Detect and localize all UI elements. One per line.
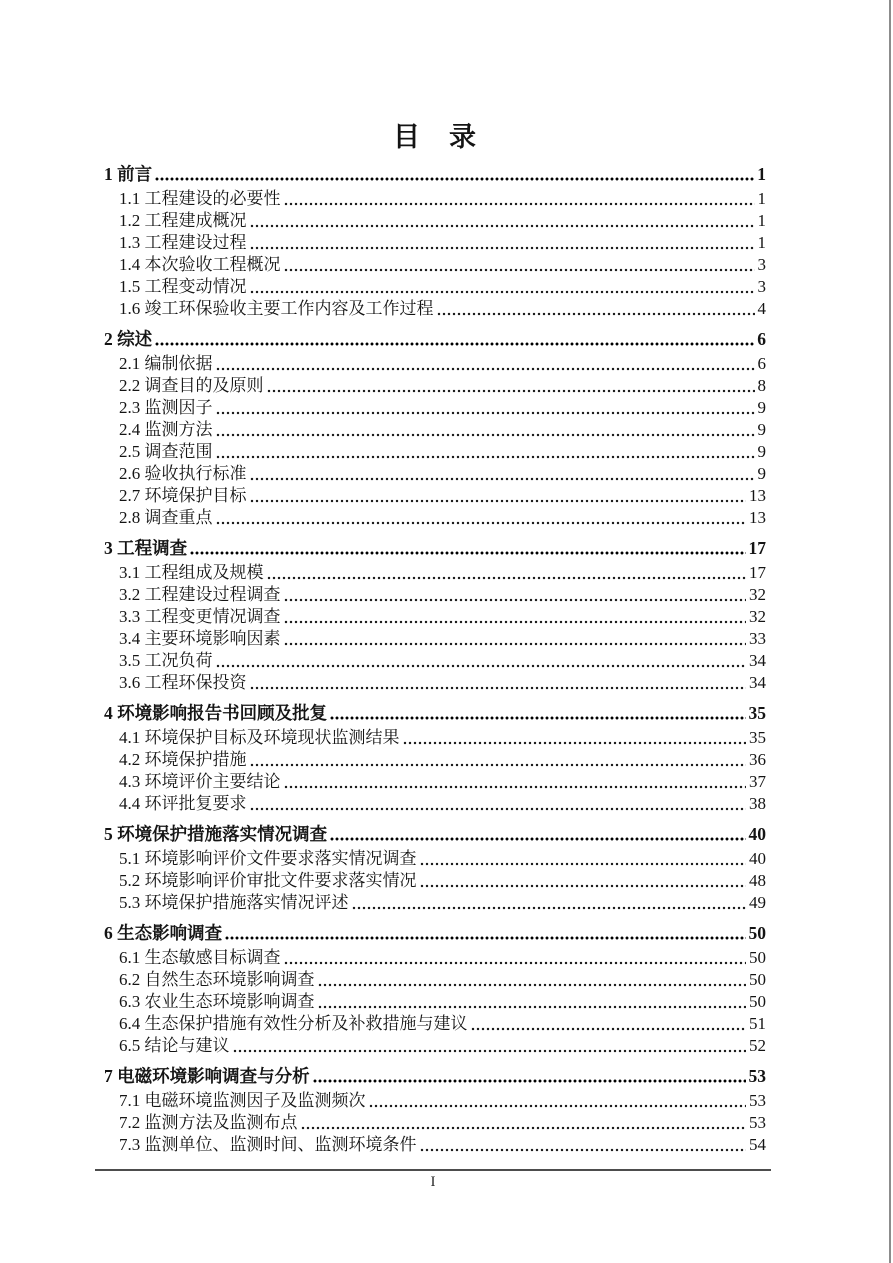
toc-entry-label: 3.4 主要环境影响因素 [119,629,281,648]
toc-item-row [104,1013,766,1035]
toc-entry-page: 1 [757,164,766,184]
toc-chapter-row [104,328,766,350]
toc-item-row [104,947,766,969]
toc-entry-label: 2.8 调查重点 [119,508,213,527]
toc-item-row [104,870,766,892]
toc-item-row [104,892,766,914]
toc-item-row [104,254,766,276]
dot-leader [267,388,755,394]
toc-item-row [104,1035,766,1057]
toc-item-row [104,276,766,298]
toc-entry-label: 2.7 环境保护目标 [119,486,247,505]
dot-leader [284,597,747,603]
toc-entry-label: 4.3 环境评价主要结论 [119,772,281,791]
toc-entry-page: 52 [749,1036,766,1055]
toc-item-row [104,1134,766,1156]
dot-leader [267,575,747,581]
dot-leader [330,715,745,721]
toc-chapter-row [104,1065,766,1087]
toc-entry-label: 3.1 工程组成及规模 [119,563,264,582]
toc-entry-page: 40 [748,824,766,844]
toc-item-row [104,441,766,463]
toc-entry-label: 6.4 生态保护措施有效性分析及补救措施与建议 [119,1014,468,1033]
toc-entry-label: 2.2 调查目的及原则 [119,376,264,395]
dot-leader [284,267,755,273]
toc-entry-label: 2.3 监测因子 [119,398,213,417]
toc-entry-label: 1.5 工程变动情况 [119,277,247,296]
dot-leader [250,245,755,251]
toc-entry-page: 9 [757,442,766,461]
toc-entry-page: 13 [749,486,766,505]
toc-entry-page: 32 [749,585,766,604]
toc-entry-page: 9 [757,464,766,483]
toc-entry-label: 5.3 环境保护措施落实情况评述 [119,893,349,912]
toc-item-row [104,969,766,991]
dot-leader [352,905,747,911]
toc-chapter-row [104,537,766,559]
toc-entry-page: 1 [757,233,766,252]
toc-entry-label: 7 电磁环境影响调查与分析 [104,1066,310,1086]
toc-entry-page: 40 [749,849,766,868]
toc-entry-page: 38 [749,794,766,813]
dot-leader [155,341,754,347]
toc-entry-label: 3.3 工程变更情况调查 [119,607,281,626]
toc-entry-label: 1 前言 [104,164,153,184]
dot-leader [284,641,747,647]
toc-entry-page: 1 [757,189,766,208]
toc-item-row [104,375,766,397]
page-edge-line [889,0,891,1263]
toc-entry-page: 6 [757,329,766,349]
dot-leader [437,311,755,317]
dot-leader [250,476,755,482]
dot-leader [284,960,747,966]
toc-entry-label: 4.1 环境保护目标及环境现状监测结果 [119,728,400,747]
dot-leader [420,1147,747,1153]
toc-entry-page: 9 [757,420,766,439]
toc-item-row [104,485,766,507]
toc-entry-label: 4.4 环评批复要求 [119,794,247,813]
footer-divider [95,1169,771,1171]
dot-leader [216,454,755,460]
toc-entry-page: 13 [749,508,766,527]
toc-item-row [104,991,766,1013]
toc-entry-page: 35 [748,703,766,723]
toc-chapter-row [104,702,766,724]
toc-item-row [104,353,766,375]
dot-leader [155,176,754,182]
toc-entry-label: 3.6 工程环保投资 [119,673,247,692]
dot-leader [318,1004,747,1010]
dot-leader [250,289,755,295]
toc-entry-label: 5.1 环境影响评价文件要求落实情况调查 [119,849,417,868]
toc-entry-page: 1 [757,211,766,230]
toc-entry-page: 4 [757,299,766,318]
toc-item-row [104,672,766,694]
toc-entry-label: 2.6 验收执行标准 [119,464,247,483]
toc-entry-page: 34 [749,651,766,670]
toc-entry-label: 1.1 工程建设的必要性 [119,189,281,208]
toc-item-row [104,628,766,650]
dot-leader [250,762,747,768]
toc-chapter-row [104,823,766,845]
toc-entry-label: 5 环境保护措施落实情况调查 [104,824,328,844]
dot-leader [216,663,747,669]
dot-leader [233,1048,747,1054]
toc-item-row [104,562,766,584]
dot-leader [284,201,755,207]
toc-item-row [104,749,766,771]
toc-entry-page: 33 [749,629,766,648]
toc-entry-label: 2.1 编制依据 [119,354,213,373]
toc-entry-page: 3 [757,277,766,296]
dot-leader [313,1078,746,1084]
dot-leader [250,685,747,691]
toc-entry-page: 17 [749,563,766,582]
toc-entry-label: 4.2 环境保护措施 [119,750,247,769]
toc-item-row [104,397,766,419]
toc-item-row [104,463,766,485]
toc-item-row [104,793,766,815]
toc-entry-page: 36 [749,750,766,769]
toc-item-row [104,606,766,628]
toc-entry-label: 1.6 竣工环保验收主要工作内容及工作过程 [119,299,434,318]
dot-leader [420,861,747,867]
toc-entry-page: 3 [757,255,766,274]
toc-item-row [104,188,766,210]
toc-entry-label: 5.2 环境影响评价审批文件要求落实情况 [119,871,417,890]
toc-entry-label: 2.4 监测方法 [119,420,213,439]
toc-entry-label: 2 综述 [104,329,153,349]
toc-entry-page: 17 [748,538,766,558]
toc-entry-label: 7.1 电磁环境监测因子及监测频次 [119,1091,366,1110]
toc-list [104,163,766,1156]
toc-item-row [104,232,766,254]
toc-entry-label: 6.2 自然生态环境影响调查 [119,970,315,989]
toc-chapter-row [104,163,766,185]
toc-content [104,120,766,1156]
toc-entry-label: 7.3 监测单位、监测时间、监测环境条件 [119,1135,417,1154]
toc-entry-label: 4 环境影响报告书回顾及批复 [104,703,328,723]
dot-leader [216,432,755,438]
toc-entry-label: 1.2 工程建成概况 [119,211,247,230]
toc-entry-page: 48 [749,871,766,890]
dot-leader [471,1026,747,1032]
toc-entry-label: 1.4 本次验收工程概况 [119,255,281,274]
toc-entry-page: 6 [757,354,766,373]
toc-item-row [104,298,766,320]
dot-leader [190,550,745,556]
toc-entry-label: 1.3 工程建设过程 [119,233,247,252]
toc-entry-page: 51 [749,1014,766,1033]
toc-entry-page: 37 [749,772,766,791]
toc-entry-label: 6.5 结论与建议 [119,1036,230,1055]
toc-item-row [104,771,766,793]
toc-item-row [104,1090,766,1112]
footer-page-number: I [430,1174,436,1190]
toc-entry-page: 53 [749,1091,766,1110]
toc-item-row [104,848,766,870]
toc-entry-page: 50 [748,923,766,943]
toc-entry-label: 6.3 农业生态环境影响调查 [119,992,315,1011]
dot-leader [216,366,755,372]
dot-leader [225,935,745,941]
dot-leader [403,740,747,746]
toc-entry-page: 50 [749,992,766,1011]
toc-entry-page: 50 [749,970,766,989]
toc-item-row [104,650,766,672]
dot-leader [250,806,747,812]
toc-entry-page: 32 [749,607,766,626]
dot-leader [216,520,747,526]
toc-entry-label: 6 生态影响调查 [104,923,223,943]
toc-entry-page: 49 [749,893,766,912]
toc-entry-label: 3 工程调查 [104,538,188,558]
toc-entry-label: 2.5 调查范围 [119,442,213,461]
toc-item-row [104,210,766,232]
toc-entry-label: 6.1 生态敏感目标调查 [119,948,281,967]
toc-item-row [104,507,766,529]
toc-entry-page: 35 [749,728,766,747]
dot-leader [250,223,755,229]
dot-leader [284,619,747,625]
toc-item-row [104,419,766,441]
toc-entry-page: 9 [757,398,766,417]
toc-entry-label: 3.2 工程建设过程调查 [119,585,281,604]
toc-chapter-row [104,922,766,944]
toc-entry-page: 50 [749,948,766,967]
toc-entry-page: 53 [748,1066,766,1086]
toc-item-row [104,727,766,749]
dot-leader [420,883,747,889]
toc-entry-page: 8 [757,376,766,395]
page-title: 目 录 [393,122,477,152]
dot-leader [301,1125,747,1131]
dot-leader [318,982,747,988]
toc-item-row [104,584,766,606]
toc-item-row [104,1112,766,1134]
dot-leader [250,498,747,504]
dot-leader [369,1103,747,1109]
toc-entry-label: 7.2 监测方法及监测布点 [119,1113,298,1132]
toc-entry-label: 3.5 工况负荷 [119,651,213,670]
toc-entry-page: 34 [749,673,766,692]
toc-entry-page: 54 [749,1135,766,1154]
toc-entry-page: 53 [749,1113,766,1132]
dot-leader [284,784,747,790]
dot-leader [330,836,745,842]
dot-leader [216,410,755,416]
